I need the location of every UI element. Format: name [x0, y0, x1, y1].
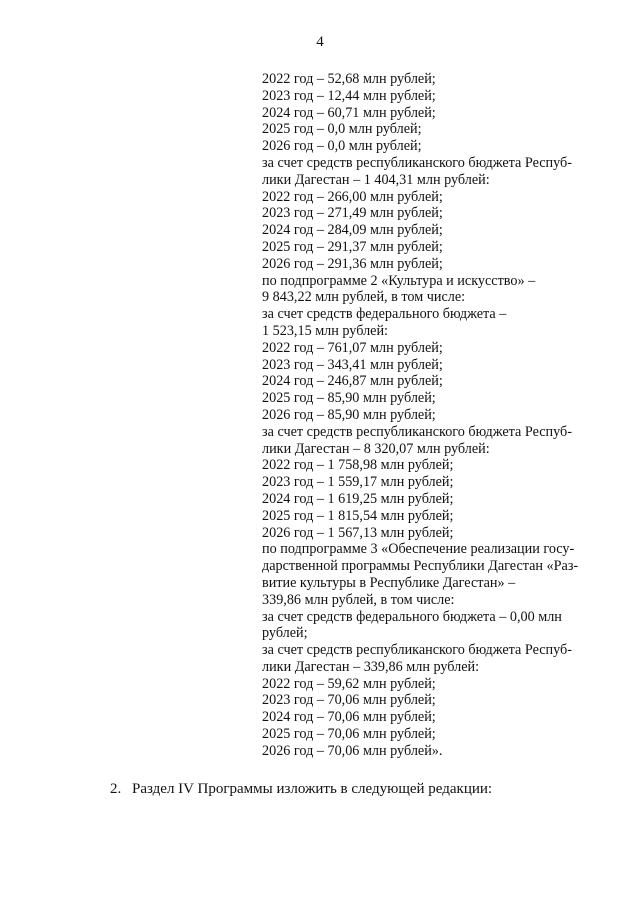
- text-line: дарственной программы Республики Дагестан «Раз-: [262, 558, 579, 575]
- text-line: 2025 год – 1 815,54 млн рублей;: [262, 507, 454, 524]
- text-line: 2026 год – 291,36 млн рублей;: [262, 255, 443, 272]
- text-line: 2026 год – 85,90 млн рублей;: [262, 406, 436, 423]
- text-line: за счет средств федерального бюджета –: [262, 306, 507, 323]
- text-line: лики Дагестан – 339,86 млн рублей:: [262, 658, 480, 675]
- text-line: 2024 год – 60,71 млн рублей;: [262, 104, 436, 121]
- text-line: 2024 год – 246,87 млн рублей;: [262, 373, 443, 390]
- text-line: 2026 год – 0,0 млн рублей;: [262, 138, 422, 155]
- text-line: 2023 год – 12,44 млн рублей;: [262, 87, 436, 104]
- item-text: Раздел IV Программы изложить в следующей редакции:: [132, 781, 493, 797]
- text-line: 9 843,22 млн рублей, в том числе:: [262, 289, 466, 306]
- text-line: 2022 год – 52,68 млн рублей;: [262, 71, 436, 87]
- item-number: 2.: [110, 781, 122, 797]
- text-line: 2025 год – 70,06 млн рублей;: [262, 726, 436, 743]
- text-line: по подпрограмме 3 «Обеспечение реализации госу-: [262, 541, 575, 558]
- text-line: 2025 год – 85,90 млн рублей;: [262, 390, 436, 407]
- text-line: витие культуры в Республике Дагестан» –: [262, 574, 516, 591]
- text-line: 2026 год – 1 567,13 млн рублей;: [262, 524, 454, 541]
- funding-text-block: [262, 71, 602, 760]
- text-line: 2022 год – 1 758,98 млн рублей;: [262, 457, 454, 474]
- text-line: 2026 год – 70,06 млн рублей».: [262, 742, 443, 759]
- numbered-item-2: [110, 781, 492, 798]
- text-line: 2023 год – 343,41 млн рублей;: [262, 356, 443, 373]
- text-line: 2025 год – 291,37 млн рублей;: [262, 238, 443, 255]
- text-line: лики Дагестан – 1 404,31 млн рублей:: [262, 171, 490, 188]
- text-line: 2022 год – 266,00 млн рублей;: [262, 188, 443, 205]
- text-line: по подпрограмме 2 «Культура и искусство» –: [262, 272, 536, 289]
- text-line: за счет средств республиканского бюджета Респуб-: [262, 642, 572, 659]
- text-line: 2024 год – 1 619,25 млн рублей;: [262, 490, 454, 507]
- text-line: 2023 год – 271,49 млн рублей;: [262, 205, 443, 222]
- text-line: 339,86 млн рублей, в том числе:: [262, 591, 455, 608]
- text-line: 2022 год – 761,07 млн рублей;: [262, 339, 443, 356]
- text-line: 2024 год – 284,09 млн рублей;: [262, 222, 443, 239]
- text-line: 1 523,15 млн рублей:: [262, 322, 388, 339]
- text-line: лики Дагестан – 8 320,07 млн рублей:: [262, 440, 490, 457]
- page-number: 4: [316, 34, 324, 50]
- text-line: за счет средств республиканского бюджета Респуб-: [262, 423, 572, 440]
- text-line: 2022 год – 59,62 млн рублей;: [262, 675, 436, 692]
- text-line: 2023 год – 70,06 млн рублей;: [262, 692, 436, 709]
- text-line: 2023 год – 1 559,17 млн рублей;: [262, 474, 454, 491]
- text-line: за счет средств республиканского бюджета Респуб-: [262, 154, 572, 171]
- text-line: за счет средств федерального бюджета – 0,00 млн: [262, 608, 562, 625]
- text-line: 2024 год – 70,06 млн рублей;: [262, 709, 436, 726]
- text-line: рублей;: [262, 625, 308, 642]
- text-line: 2025 год – 0,0 млн рублей;: [262, 121, 422, 138]
